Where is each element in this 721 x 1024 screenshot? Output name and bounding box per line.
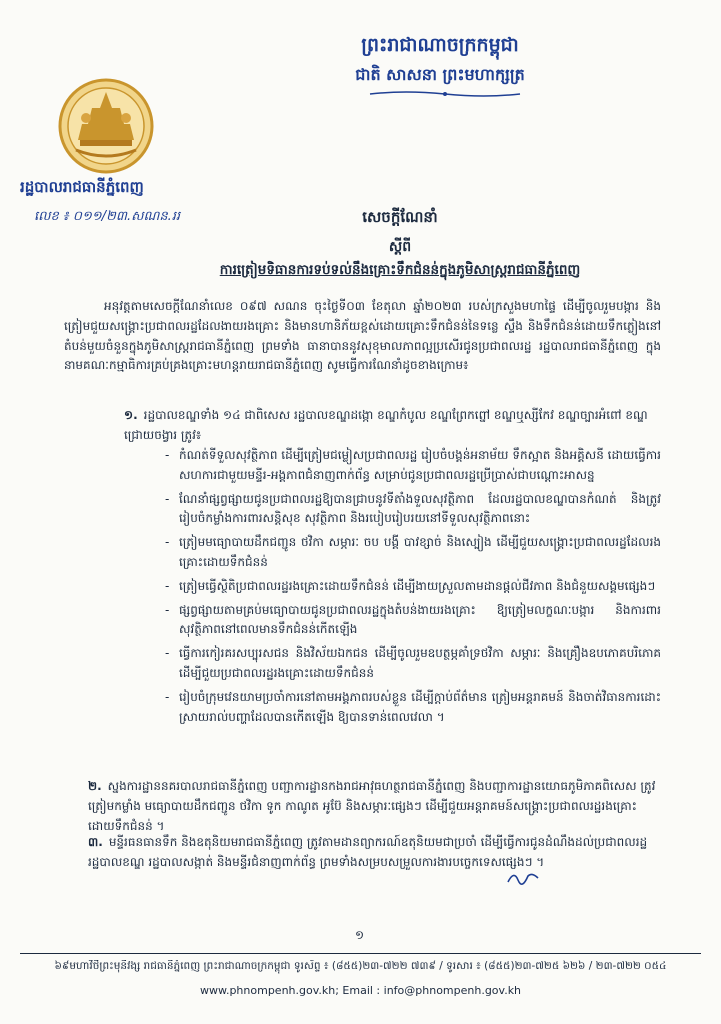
- section-2: [88, 777, 661, 836]
- motto-heading: ជាតិ សាសនា ព្រះមហាក្សត្រ: [355, 65, 525, 84]
- list-item: - ណែនាំផ្សព្វផ្សាយជូនប្រជាពលរដ្ឋឱ្យបានជ្រាបនូវទីតាំងទួលសុវត្ថិភាព ដែលរដ្ឋបាលខណ្ឌបានកំណត់ និងត្រូវរៀបចំកម្លាំងការពារសន្តិសុខ សុវត្ថិភាព និងរបៀបរៀបរយនៅទីទួលសុវត្ថិភាពនោះ: [165, 490, 661, 530]
- list-item: - រៀបចំក្រុមវេនយាមប្រចាំការនៅតាមអង្គភាពរបស់ខ្លួន ដើម្បីក្តាប់ព័ត៌មាន ត្រៀមអន្តរាគមន៍ និងចាត់វិធានការដោះស្រាយរាល់បញ្ហាដែលបានកើតឡើង ឱ្យបានទាន់ពេលវេលា ។: [165, 688, 661, 728]
- section-1-number: ១.: [124, 408, 138, 422]
- list-item: - ត្រៀមមធ្យោបាយដឹកជញ្ជូន ថវិកា សម្ភារៈ ចប បង្គី បាវខ្សាច់ និងស្បៀង ដើម្បីជួយសង្គ្រោះប្រជាពលរដ្ឋដែលរងគ្រោះដោយទឹកជំនន់: [165, 533, 661, 573]
- reference-number: លេខ ៖ ០១១/២៣.សណន.ររ: [34, 209, 180, 224]
- section-3-number: ៣.: [88, 835, 103, 849]
- list-item: - កំណត់ទីទួលសុវត្ថិភាព ដើម្បីត្រៀមជម្លៀសប្រជាពលរដ្ឋ រៀបចំបង្គន់អនាម័យ ទឹកស្អាត និងអគ្គិសនី ដោយធ្វើការសហការជាមួយមន្ទីរ-អង្គភាពជំនាញពាក់ព័ន្ធ សម្រាប់ជូនប្រជាពលរដ្ឋប្រើប្រាស់ជាបណ្តោះអាសន្ន: [165, 446, 661, 486]
- website-email-link[interactable]: www.phnompenh.gov.kh; Email : info@phnompenh.gov.kh: [199, 984, 522, 997]
- initial-signature: [506, 868, 540, 886]
- list-item: - ធ្វើការកៀរគរសប្បុរសជន និងវិស័យឯកជន ដើម្បីចូលរួមឧបត្ថម្ភគាំទ្រថវិកា សម្ភារៈ និងគ្រឿងឧបភោគបរិភោគ ដើម្បីជួយប្រជាពលរដ្ឋរងគ្រោះដោយទឹកជំនន់: [165, 644, 661, 684]
- footer-contact: [20, 984, 701, 997]
- section-1: [124, 406, 661, 446]
- list-item: - ត្រៀមធ្វើស្ថិតិប្រជាពលរដ្ឋរងគ្រោះដោយទឹកជំនន់ ដើម្បីងាយស្រួលតាមដានផ្តល់ជីវភាព និងជំនួយសង្គមផ្សេងៗ: [165, 577, 661, 597]
- section-3-text: មន្ទីរធនធានទឹក និងឧតុនិយមរាជធានីភ្នំពេញ ត្រូវតាមដានព្យាករណ៍ឧតុនិយមជាប្រចាំ ដើម្បីធ្វើការជូនដំណឹងដល់ប្រជាពលរដ្ឋ រដ្ឋបាលខណ្ឌ រដ្ឋបាលសង្កាត់ និងមន្ទីរជំនាញពាក់ព័ន្ធ ព្រមទាំងសម្របសម្រួលការងារបច្ចេកទេសផ្សេងៗ ។: [88, 835, 648, 869]
- organization-name: រដ្ឋបាលរាជធានីភ្នំពេញ: [20, 178, 144, 196]
- intro-paragraph: អនុវត្តតាមសេចក្តីណែនាំលេខ ០៩៧ សណន ចុះថ្ងៃទី០៣ ខែតុលា ឆ្នាំ២០២៣ របស់ក្រសួងមហាផ្ទៃ ដើម្បីចូលរួមបង្ការ និងត្រៀមជួយសង្គ្រោះប្រជាពលរដ្ឋដែលងាយរងគ្រោះ និងមានហានិភ័យខ្ពស់ដោយគ្រោះទឹកជំនន់នៃទន្លេ ស្ទឹង និងទឹកជំនន់ដោយទឹកភ្លៀងនៅតំបន់មួយចំនួនក្នុងភូមិសាស្ត្ររាជធានីភ្នំពេញ ព្រមទាំង ធានាបាននូវសុខុមាលភាពល្អប្រសើរជូនប្រជាពលរដ្ឋ រដ្ឋបាលរាជធានីភ្នំពេញ ក្នុងនាមគណៈកម្មាធិការគ្រប់គ្រងគ្រោះមហន្តរាយរាជធានីភ្នំពេញ សូមធ្វើការណែនាំដូចខាងក្រោម៖: [64, 299, 661, 373]
- document-topic: ការត្រៀមទិធានការទប់ទល់នឹងគ្រោះទឹកជំនន់ក្នុងភូមិសាស្ត្ររាជធានីភ្នំពេញ: [219, 262, 581, 278]
- footer-divider: [20, 953, 701, 954]
- section-1-text: រដ្ឋបាលខណ្ឌទាំង ១៤ ជាពិសេស រដ្ឋបាលខណ្ឌដង្កោ ខណ្ឌកំបូល ខណ្ឌព្រែកព្នៅ ខណ្ឌឬស្សីកែវ ខណ្ឌច្បារអំពៅ ខណ្ឌជ្រោយចង្វារ ត្រូវ៖: [124, 408, 648, 442]
- municipal-seal-logo: [58, 78, 154, 174]
- section-1-bullet-list: [165, 446, 661, 731]
- page-number: ១: [355, 928, 365, 942]
- document-subtitle: ស្តីពី: [388, 239, 412, 255]
- section-2-text: ស្នងការដ្ឋាននគរបាលរាជធានីភ្នំពេញ បញ្ជាការដ្ឋានកងរាជអាវុធហត្ថរាជធានីភ្នំពេញ និងបញ្ជាការដ្ឋានយោធភូមិភាគពិសេស ត្រូវត្រៀមកម្លាំង មធ្យោបាយដឹកជញ្ជូន ថវិកា ទូក កាណូត អូប៊ែ និងសម្ភារៈផ្សេងៗ ដើម្បីជួយអន្តរាគមន៍សង្គ្រោះប្រជាពលរដ្ឋរងគ្រោះដោយទឹកជំនន់ ។: [88, 779, 656, 833]
- list-item: - ផ្សព្វផ្សាយតាមគ្រប់មធ្យោបាយជូនប្រជាពលរដ្ឋក្នុងតំបន់ងាយរងគ្រោះ ឱ្យត្រៀមលក្ខណៈបង្ការ និងការពារសុវត្ថិភាពនៅពេលមានទឹកជំនន់កើតឡើង: [165, 601, 661, 641]
- kingdom-heading: ព្រះរាជាណាចក្រកម្ពុជា: [361, 34, 519, 56]
- document-title: សេចក្តីណែនាំ: [362, 208, 438, 226]
- section-3: [88, 833, 661, 873]
- section-2-number: ២.: [88, 779, 102, 793]
- ornament-divider: [365, 90, 525, 98]
- footer-address: ៦៩មហាវិថីព្រះមុនីវង្ស រាជធានីភ្នំពេញ ព្រះរាជាណាចក្រកម្ពុជា ទូរស័ព្ទ ៖ (៨៥៥)២៣-៧២២ ៧៣៩ / ទូរសារ ៖ (៨៥៥)២៣-៧២៥ ៦២៦ / ២៣-៧២២ ០៥៤: [54, 960, 667, 972]
